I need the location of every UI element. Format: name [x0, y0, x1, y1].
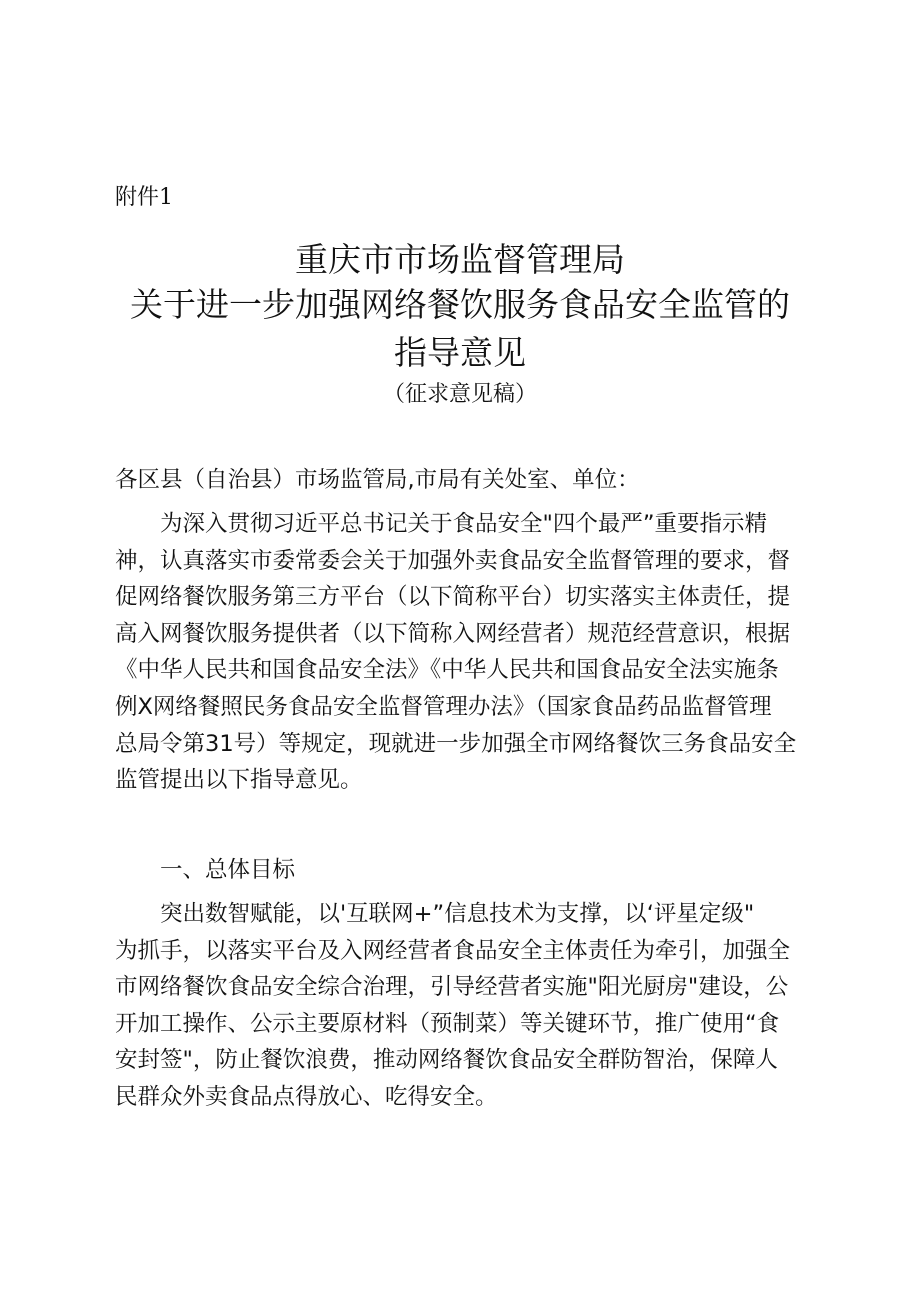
paragraph-1-line: 总局令第31号）等规定，现就进一步加强全市网络餐饮三务食品安全 — [115, 730, 797, 757]
section-heading — [115, 852, 815, 889]
paragraph-1-line: 例X网络餐照民务食品安全监督管理办法》（国家食品药品监督管理 — [115, 693, 772, 720]
paragraph-2-line: 开加工操作、公示主要原材料（预制菜）等关键环节，推广使用“食 — [115, 1010, 780, 1037]
paragraph-1-line: 为深入贯彻习近平总书记关于食品安全"四个最严”重要指示精 — [160, 511, 768, 537]
paragraph-1-line: 神，认真落实市委常委会关于加强外卖食品安全监督管理的要求，督 — [115, 547, 791, 574]
paragraph-2-line: 安封签"，防止餐饮浪费，推动网络餐饮食品安全群防智治，保障人 — [115, 1047, 778, 1074]
salutation-text: 各区县（自治县）市场监管局,市局有关处室、单位： — [115, 467, 640, 493]
paragraph-2-line: 民群众外卖食品点得放心、吃得安全。 — [115, 1083, 498, 1110]
salutation — [115, 462, 815, 499]
attachment-label: 附件1 — [115, 185, 173, 210]
paragraph-1-line: 监管提出以下指导意见。 — [115, 767, 363, 794]
paragraph-1-line: 促网络餐饮服务第三方平台（以下简称平台）切实落实主体责任，提 — [115, 584, 791, 611]
paragraph-1 — [115, 506, 815, 799]
title-line-3: 指导意见 — [394, 333, 526, 372]
paragraph-1-line: 高入网餐饮服务提供者（以下简称入网经营者）规范经营意识，根据 — [115, 620, 791, 647]
paragraph-2 — [115, 896, 815, 1116]
paragraph-2-line: 市网络餐饮食品安全综合治理，引导经营者实施"阳光厨房"建设，公 — [115, 974, 789, 1001]
title-line-1: 重庆市市场监督管理局 — [295, 240, 625, 279]
paragraph-1-line: 《中华人民共和国食品安全法》《中华人民共和国食品安全法实施条 — [115, 657, 779, 684]
section-heading-text: 一、总体目标 — [160, 857, 296, 883]
title-line-2: 关于进一步加强网络餐饮服务食品安全监管的 — [130, 285, 790, 324]
draft-subtitle: （征求意见稿） — [382, 382, 537, 407]
paragraph-2-line: 突出数智赋能，以'互联网+”信息技术为支撑，以‘评星定级" — [160, 901, 755, 927]
paragraph-2-line: 为抓手，以落实平台及入网经营者食品安全主体责任为牵引，加强全 — [115, 937, 791, 964]
